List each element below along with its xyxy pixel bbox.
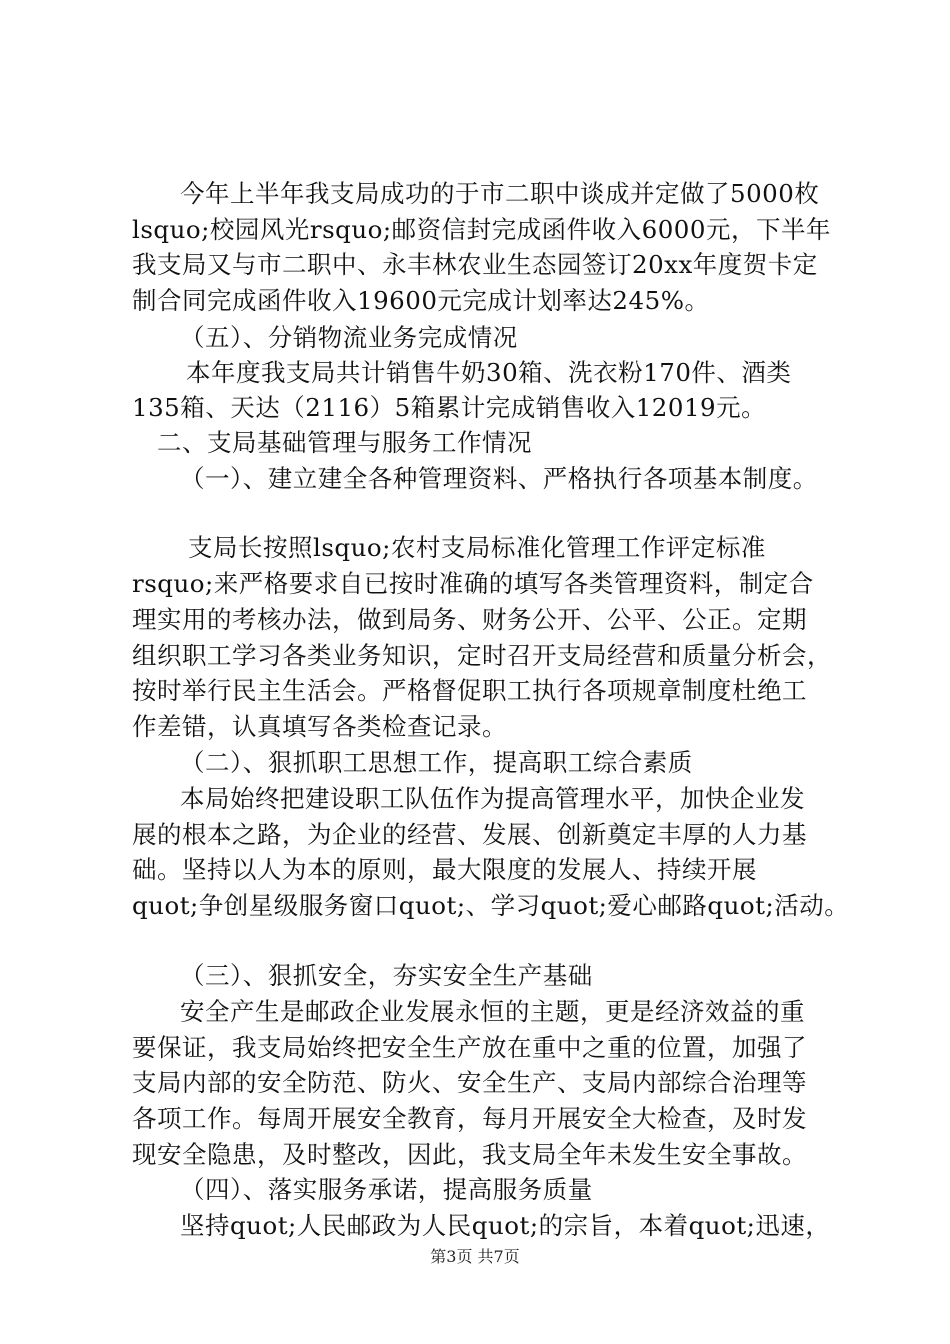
text-line: quot;争创星级服务窗口quot;、学习quot;爱心邮路quot;活动。 xyxy=(132,891,850,920)
text-line: 支局长按照lsquo;农村支局标准化管理工作评定标准 xyxy=(188,533,766,562)
text-line: 支局内部的安全防范、防火、安全生产、支局内部综合治理等 xyxy=(132,1068,807,1097)
text-line: 理实用的考核办法，做到局务、财务公开、公平、公正。定期 xyxy=(132,605,807,634)
text-line: 作差错，认真填写各类检查记录。 xyxy=(132,712,507,741)
section-heading: （四）、落实服务承诺，提高服务质量 xyxy=(180,1175,593,1204)
text-line: 135箱、天达（2116）5箱累计完成销售收入12019元。 xyxy=(132,393,767,422)
text-line: 现安全隐患，及时整改，因此，我支局全年未发生安全事故。 xyxy=(132,1140,807,1169)
section-heading: （二）、狠抓职工思想工作，提高职工综合素质 xyxy=(180,748,693,777)
section-heading: 二、支局基础管理与服务工作情况 xyxy=(157,428,532,457)
text-line: 组织职工学习各类业务知识，定时召开支局经营和质量分析会， xyxy=(132,641,832,670)
text-line: rsquo;来严格要求自已按时准确的填写各类管理资料，制定合 xyxy=(132,569,814,598)
text-line: 展的根本之路，为企业的经营、发展、创新奠定丰厚的人力基 xyxy=(132,820,807,849)
text-line: 本年度我支局共计销售牛奶30箱、洗衣粉170件、酒类 xyxy=(186,358,792,387)
text-line: 今年上半年我支局成功的于市二职中谈成并定做了5000枚 xyxy=(180,179,820,208)
text-line: 要保证，我支局始终把安全生产放在重中之重的位置，加强了 xyxy=(132,1033,807,1062)
text-line: 各项工作。每周开展安全教育，每月开展安全大检查，及时发 xyxy=(132,1104,807,1133)
section-heading: （五）、分销物流业务完成情况 xyxy=(180,323,518,352)
text-line: 我支局又与市二职中、永丰林农业生态园签订20xx年度贺卡定 xyxy=(132,250,818,279)
text-line: 本局始终把建设职工队伍作为提高管理水平，加快企业发 xyxy=(180,784,805,813)
section-heading: （三）、狠抓安全，夯实安全生产基础 xyxy=(180,961,593,990)
text-line: 安全产生是邮政企业发展永恒的主题，更是经济效益的重 xyxy=(180,997,805,1026)
text-line: lsquo;校园风光rsquo;邮资信封完成函件收入6000元，下半年 xyxy=(132,215,831,244)
text-line: 按时举行民主生活会。严格督促职工执行各项规章制度杜绝工 xyxy=(132,676,807,705)
page-footer: 第3页 共7页 xyxy=(430,1247,520,1266)
text-line: 坚持quot;人民邮政为人民quot;的宗旨，本着quot;迅速， xyxy=(180,1211,831,1240)
text-line: 础。坚持以人为本的原则，最大限度的发展人、持续开展 xyxy=(132,855,757,884)
section-heading: （一）、建立建全各种管理资料、严格执行各项基本制度。 xyxy=(180,464,818,493)
text-line: 制合同完成函件收入19600元完成计划率达245%。 xyxy=(132,286,710,315)
